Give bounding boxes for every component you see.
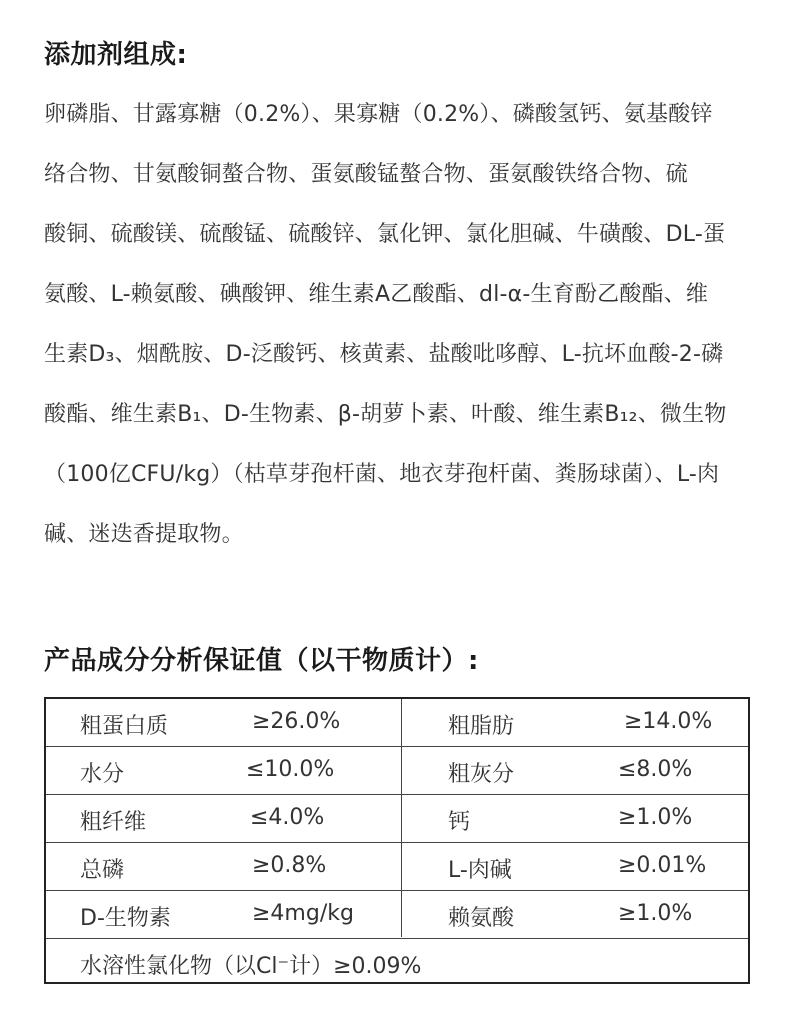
nutrient-name: 钙 — [448, 810, 471, 835]
additives-line: （100亿CFU/kg）（枯草芽孢杆菌、地衣芽孢杆菌、粪肠球菌）、L-肉 — [44, 462, 720, 487]
nutrient-name: 粗脂肪 — [448, 714, 515, 739]
nutrient-name: D-生物素 — [80, 906, 171, 931]
table-footer-row — [46, 939, 748, 987]
analysis-heading: 产品成分分析保证值（以干物质计）: — [44, 646, 479, 676]
nutrient-value: ≥14.0% — [624, 709, 713, 734]
nutrient-value: ≤4.0% — [250, 805, 325, 830]
nutrient-name: 总磷 — [80, 858, 125, 883]
nutrient-name: L-肉碱 — [448, 858, 512, 883]
table-row — [46, 795, 748, 843]
chloride-value: 水溶性氯化物（以Cl⁻计）≥0.09% — [80, 954, 422, 979]
nutrient-value: ≥0.01% — [618, 853, 707, 878]
nutrient-name: 粗灰分 — [448, 762, 515, 787]
nutrient-name: 粗蛋白质 — [80, 714, 169, 739]
nutrient-value: ≥1.0% — [618, 901, 693, 926]
additives-line: 卵磷脂、甘露寡糖（0.2%）、果寡糖（0.2%）、磷酸氢钙、氨基酸锌 — [44, 102, 713, 127]
nutrient-name: 水分 — [80, 762, 125, 787]
nutrient-value: ≥26.0% — [252, 709, 341, 734]
table-row — [46, 891, 748, 939]
additives-heading: 添加剂组成: — [44, 40, 188, 70]
additives-line: 酸铜、硫酸镁、硫酸锰、硫酸锌、氯化钾、氯化胆碱、牛磺酸、DL-蛋 — [44, 222, 726, 247]
additives-line: 碱、迷迭香提取物。 — [44, 522, 244, 547]
additives-line: 生素D₃、烟酰胺、D-泛酸钙、核黄素、盐酸吡哆醇、L-抗坏血酸-2-磷 — [44, 342, 724, 367]
nutrient-name: 粗纤维 — [80, 810, 147, 835]
nutrient-value: ≤10.0% — [246, 757, 335, 782]
nutrient-name: 赖氨酸 — [448, 906, 515, 931]
nutrient-value: ≥4mg/kg — [252, 901, 354, 926]
nutrient-value: ≤8.0% — [618, 757, 693, 782]
nutrient-value: ≥0.8% — [252, 853, 327, 878]
additives-line: 络合物、甘氨酸铜螯合物、蛋氨酸锰螯合物、蛋氨酸铁络合物、硫 — [44, 162, 688, 187]
additives-line: 氨酸、L-赖氨酸、碘酸钾、维生素A乙酸酯、dl-α-生育酚乙酸酯、维 — [44, 282, 709, 307]
table-row — [46, 699, 748, 747]
table-row — [46, 843, 748, 891]
table-row — [46, 747, 748, 795]
nutrient-value: ≥1.0% — [618, 805, 693, 830]
additives-line: 酸酯、维生素B₁、D-生物素、β-胡萝卜素、叶酸、维生素B₁₂、微生物 — [44, 402, 727, 427]
analysis-table — [44, 697, 750, 984]
